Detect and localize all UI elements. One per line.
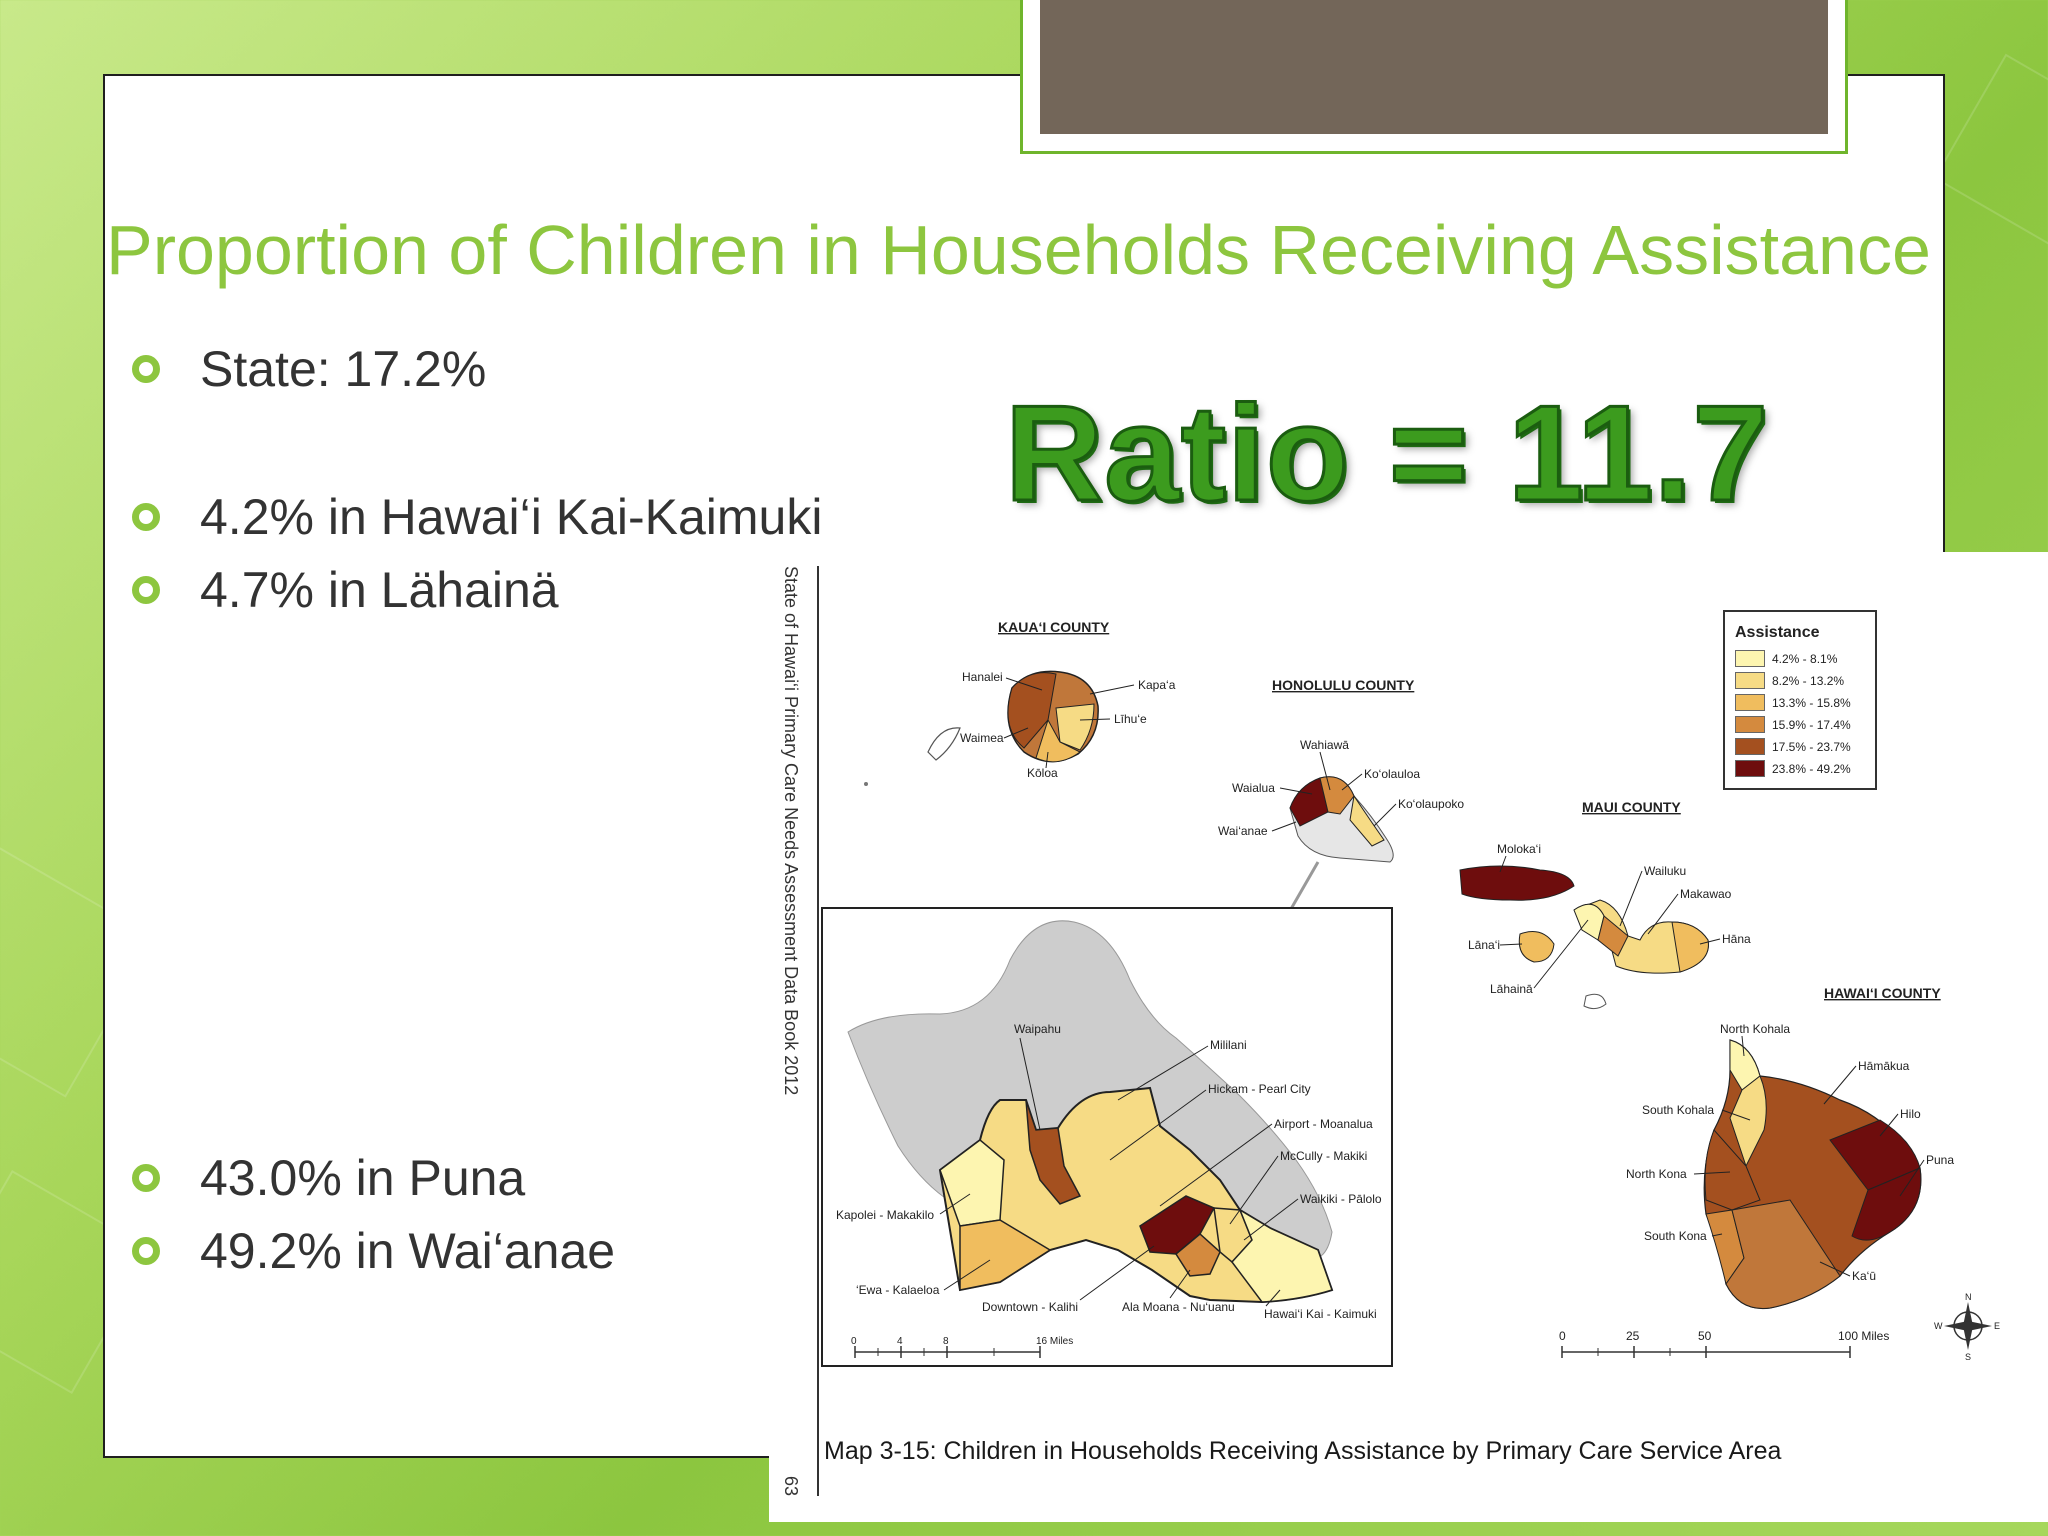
state-scale-label: 0 <box>1559 1329 1566 1343</box>
slide-title: Proportion of Children in Households Receiving Assistance <box>106 211 1931 289</box>
svg-text:S: S <box>1965 1352 1972 1362</box>
place-label-hamakua: Hāmākua <box>1858 1059 1910 1073</box>
legend-item <box>1735 760 1851 777</box>
place-label-south-kohala: South Kohala <box>1642 1103 1715 1117</box>
county-label-kauai: KAUA‘I COUNTY <box>998 619 1110 635</box>
place-label-north-kohala: North Kohala <box>1720 1022 1791 1036</box>
place-label-hilo: Hilo <box>1900 1107 1921 1121</box>
leader-line <box>1620 871 1642 926</box>
oahu-scale-label: 4 <box>897 1336 903 1347</box>
place-label-makawao: Makawao <box>1680 887 1732 901</box>
legend-title: Assistance <box>1735 624 1820 641</box>
county-label-honolulu: HONOLULU COUNTY <box>1272 677 1415 693</box>
place-label-hawaii-kai: Hawai‘i Kai - Kaimuki <box>1264 1307 1377 1321</box>
legend-label: 8.2% - 13.2% <box>1772 673 1845 688</box>
legend-item <box>1735 738 1851 755</box>
legend-label: 4.2% - 8.1% <box>1772 651 1838 666</box>
svg-text:W: W <box>1934 1321 1943 1331</box>
bullet-text: 4.2% in Hawai‘i Kai-Kaimuki <box>200 489 823 545</box>
place-label-airport: Airport - Moanalua <box>1274 1117 1373 1131</box>
legend-item <box>1735 694 1851 711</box>
place-label-waialua: Waialua <box>1232 781 1275 795</box>
place-label-wailuku: Wailuku <box>1644 864 1687 878</box>
map-source-caption: State of Hawai‘i Primary Care Needs Assessment Data Book 2012 <box>781 566 801 1096</box>
leader-line <box>1272 822 1296 831</box>
legend-swatch <box>1735 716 1765 733</box>
leader-line <box>1824 1066 1856 1104</box>
place-label-lanai: Lāna‘i <box>1468 938 1501 952</box>
district-shape-molokai <box>1460 866 1574 900</box>
place-label-kau: Ka‘ū <box>1852 1269 1877 1283</box>
legend-item <box>1735 716 1851 733</box>
place-label-molokai: Moloka‘i <box>1497 842 1542 856</box>
bullet-text: 49.2% in Wai‘anae <box>200 1223 616 1279</box>
bullet-text: 43.0% in Puna <box>200 1150 526 1206</box>
legend-label: 13.3% - 15.8% <box>1772 695 1851 710</box>
place-label-koloa: Kōloa <box>1027 766 1058 780</box>
place-label-koolauloa: Ko‘olauloa <box>1364 767 1421 781</box>
bullet-text: State: 17.2% <box>200 341 487 397</box>
islet-dot <box>864 782 868 786</box>
legend-item <box>1735 650 1837 667</box>
legend-label: 15.9% - 17.4% <box>1772 717 1851 732</box>
svg-text:N: N <box>1965 1292 1972 1302</box>
place-label-south-kona: South Kona <box>1644 1229 1707 1243</box>
ratio-callout: Ratio = 11.7 <box>1005 377 1770 529</box>
leader-line <box>1090 685 1134 694</box>
oahu-scale-label: 8 <box>943 1336 949 1347</box>
map-page-number: 63 <box>781 1476 801 1497</box>
legend-label: 23.8% - 49.2% <box>1772 761 1851 776</box>
leader-line <box>1374 804 1396 826</box>
place-label-hana: Hāna <box>1722 932 1751 946</box>
place-label-lihue: Līhu‘e <box>1114 712 1147 726</box>
legend-swatch <box>1735 672 1765 689</box>
map-caption: Map 3-15: Children in Households Receiving Assistance by Primary Care Service Area <box>824 1437 1782 1465</box>
svg-text:E: E <box>1994 1321 2001 1331</box>
state-scale-label: 100 Miles <box>1838 1329 1890 1343</box>
place-label-waimea: Waimea <box>960 731 1004 745</box>
legend-swatch <box>1735 760 1765 777</box>
county-label-maui: MAUI COUNTY <box>1582 799 1681 815</box>
district-shape-niihau <box>928 728 960 760</box>
oahu-scale-label: 0 <box>851 1336 857 1347</box>
legend-swatch <box>1735 650 1765 667</box>
place-label-hickam: Hickam - Pearl City <box>1208 1082 1311 1096</box>
place-label-waipahu: Waipahu <box>1014 1022 1061 1036</box>
legend-item <box>1735 672 1844 689</box>
oahu-scale-label: 16 Miles <box>1036 1336 1074 1347</box>
district-shape-kahoolawe <box>1584 994 1606 1008</box>
place-label-mililani: Mililani <box>1210 1038 1247 1052</box>
leader-line <box>1500 944 1522 945</box>
legend-swatch <box>1735 694 1765 711</box>
legend-swatch <box>1735 738 1765 755</box>
place-label-mccully: McCully - Makiki <box>1280 1149 1368 1163</box>
place-label-koolaupoko: Ko‘olaupoko <box>1398 797 1465 811</box>
place-label-waianae: Wai‘anae <box>1218 824 1268 838</box>
county-label-hawaii: HAWAI‘I COUNTY <box>1824 985 1941 1001</box>
place-label-kapaa: Kapa‘a <box>1138 678 1176 692</box>
place-label-ewa: ‘Ewa - Kalaeloa <box>856 1283 940 1297</box>
district-shape-lanai <box>1519 932 1554 962</box>
legend-label: 17.5% - 23.7% <box>1772 739 1851 754</box>
place-label-wahiawa: Wahiawā <box>1300 738 1349 752</box>
place-label-hanalei: Hanalei <box>962 670 1003 684</box>
place-label-north-kona: North Kona <box>1626 1167 1687 1181</box>
place-label-puna: Puna <box>1926 1153 1955 1167</box>
compass-rose-icon <box>1934 1292 2000 1362</box>
place-label-downtown: Downtown - Kalihi <box>982 1300 1079 1314</box>
place-label-kapolei: Kapolei - Makakilo <box>836 1208 935 1222</box>
bullet-text: 4.7% in Lähainä <box>200 562 559 618</box>
place-label-lahaina: Lāhainā <box>1490 982 1533 996</box>
map-legend <box>1723 610 1877 790</box>
place-label-ala-moana: Ala Moana - Nu‘uanu <box>1122 1300 1235 1314</box>
state-scale-label: 50 <box>1698 1329 1712 1343</box>
state-scale-label: 25 <box>1626 1329 1640 1343</box>
place-label-waikiki: Waikiki - Pālolo <box>1300 1192 1382 1206</box>
